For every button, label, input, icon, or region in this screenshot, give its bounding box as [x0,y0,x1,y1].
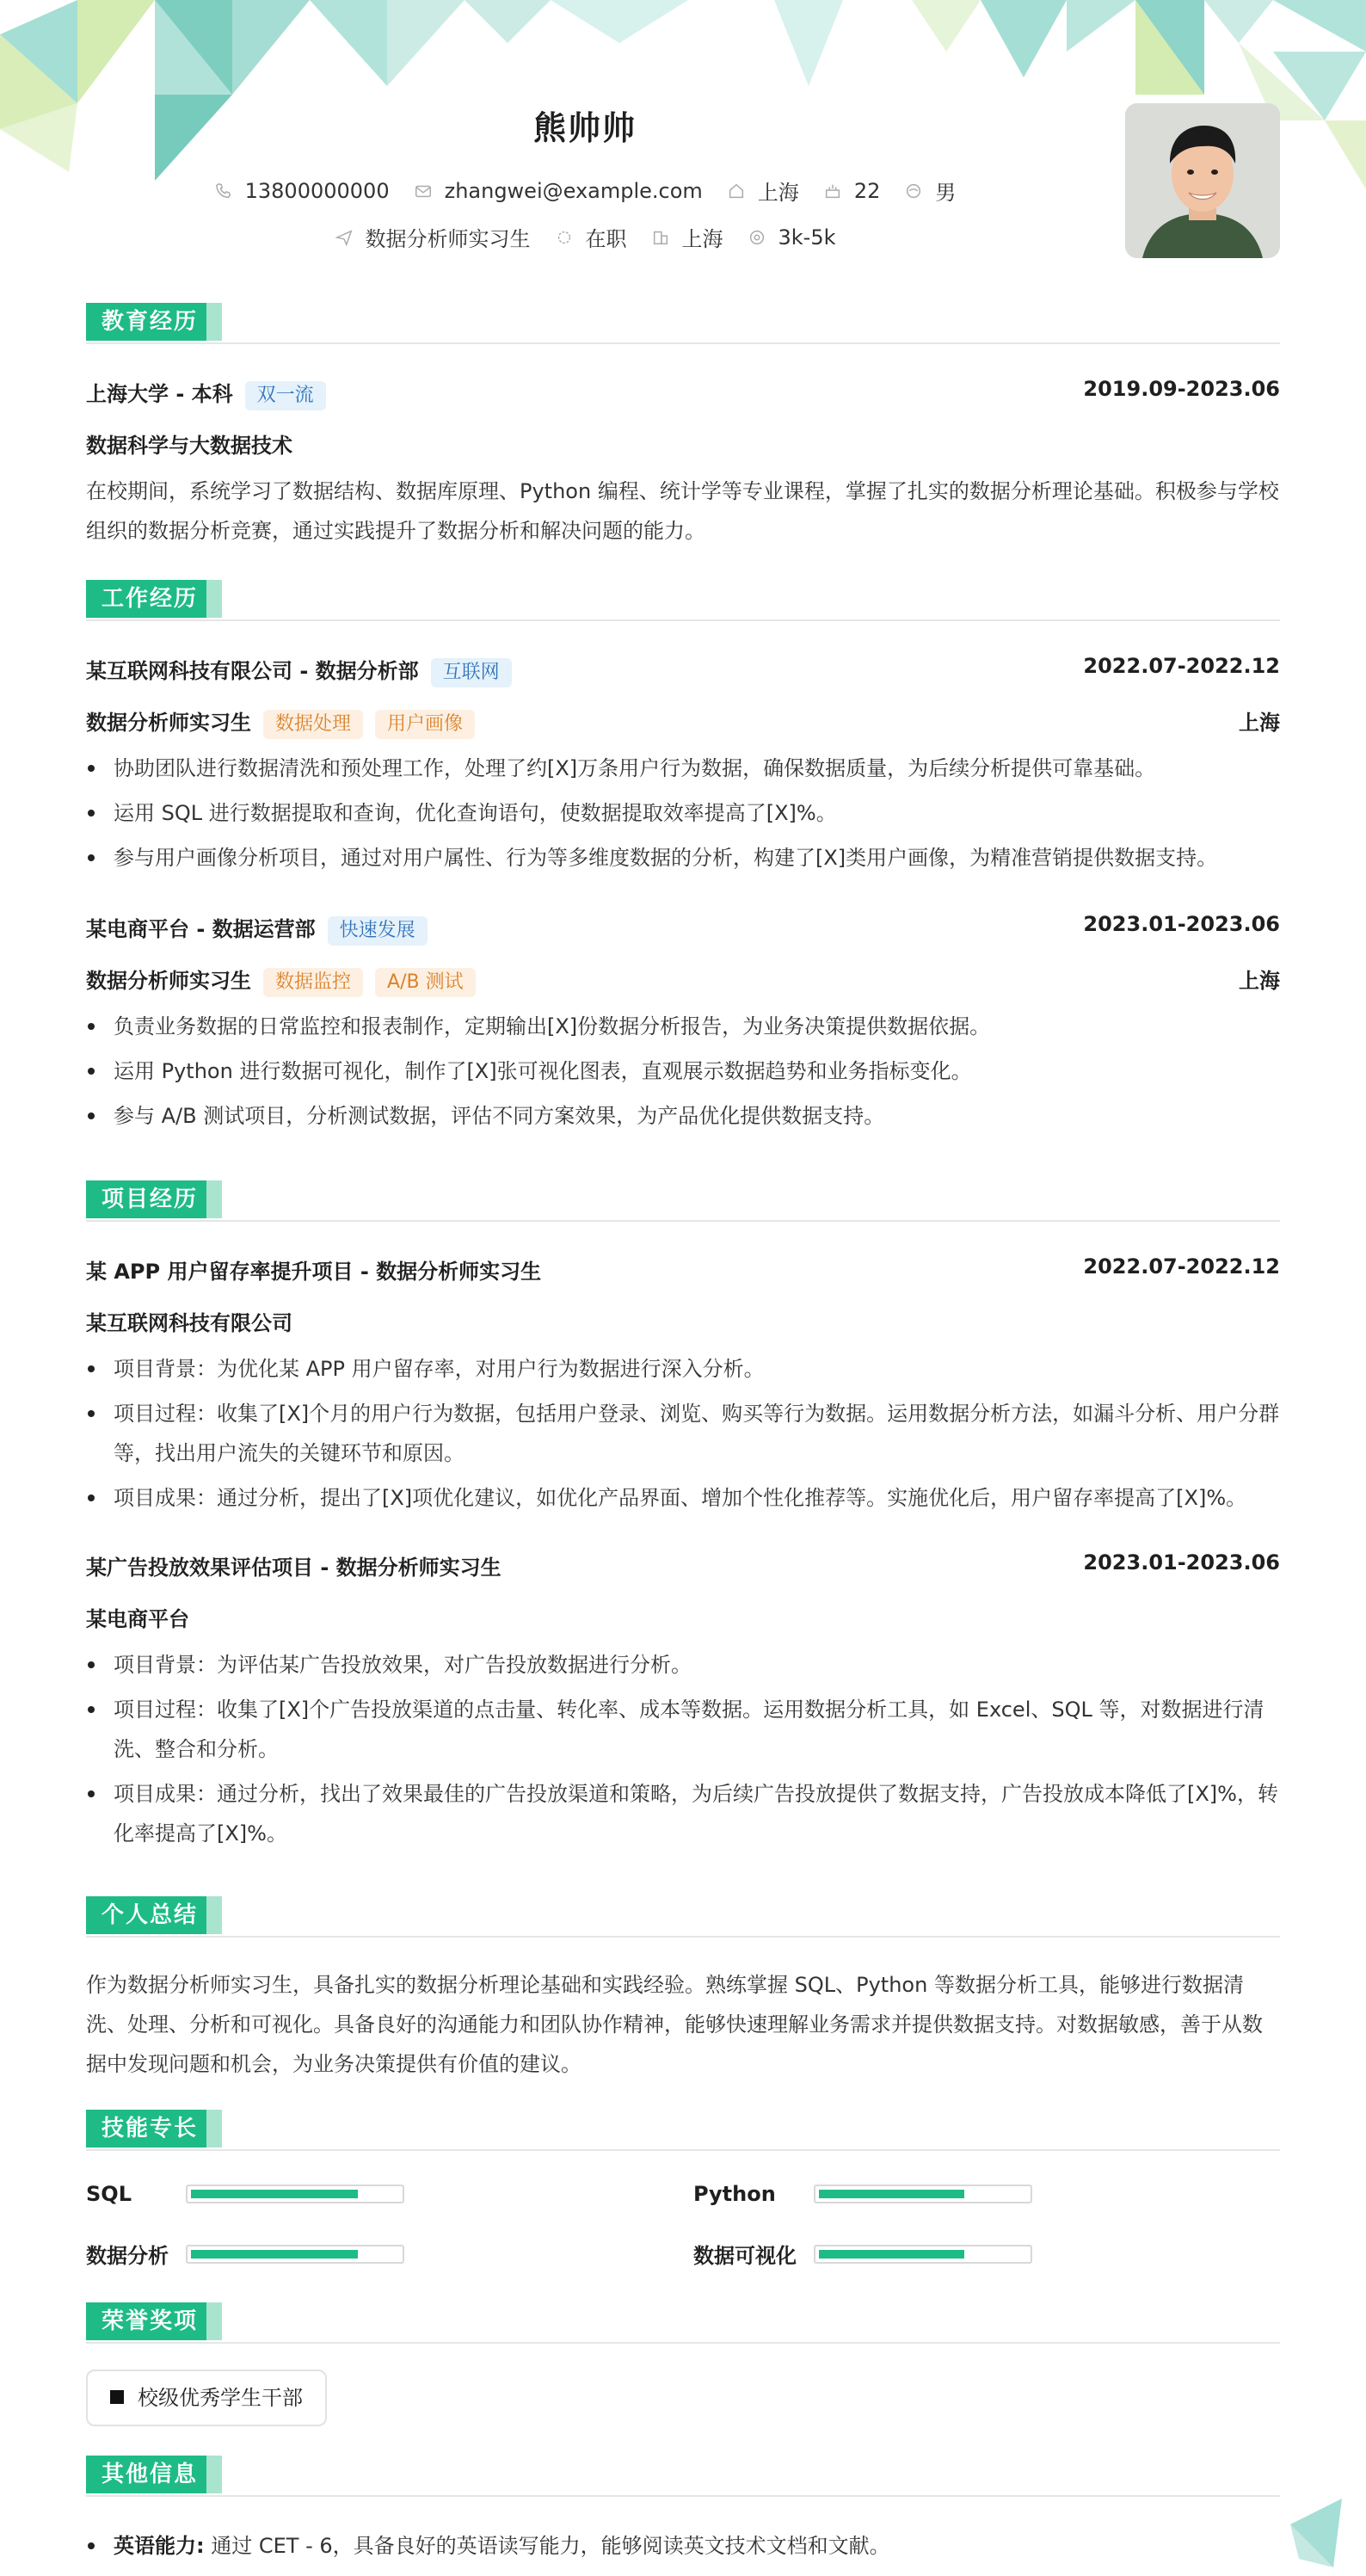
list-item: 项目背景：为优化某 APP 用户留存率，对用户行为数据进行深入分析。 [86,1349,1280,1389]
project-name: 某 APP 用户留存率提升项目 - 数据分析师实习生 [86,1260,542,1284]
list-item: 参与 A/B 测试项目，分析测试数据，评估不同方案效果，为产品优化提供数据支持。 [86,1096,1280,1136]
job-location: 上海 [1239,969,1280,993]
email-icon [414,182,433,200]
role-tag: 用户画像 [375,710,475,739]
work-section [86,580,1280,1128]
school-name: 上海大学 - 本科 [86,382,233,406]
company-tag: 快速发展 [328,916,428,946]
skill-bar-fill [819,2250,964,2259]
section-title: 其他信息 [86,2456,213,2493]
section-title-accent [206,2456,222,2493]
role-tag: 数据监控 [263,968,363,997]
projects-section [86,1180,1280,1846]
award-badge [86,2370,327,2426]
home-icon [727,182,746,200]
other-text: 通过 CET - 6，具备良好的英语读写能力，能够阅读英文技术文档和文献。 [211,2534,890,2558]
section-title-accent [206,2110,222,2148]
status-icon [555,228,574,247]
section-header [86,1896,1280,1938]
section-header [86,2456,1280,2497]
skill-item [693,2182,1032,2206]
section-title: 个人总结 [86,1896,213,1934]
job-company: 某互联网科技有限公司 - 数据分析部 [86,659,419,683]
project-period: 2023.01-2023.06 [1083,1550,1280,1575]
skill-bar [814,2245,1032,2264]
city-text: 上海 [757,181,799,205]
job-bullets [86,1007,1280,1141]
section-title-accent [206,1896,222,1934]
project-org: 某互联网科技有限公司 [86,1311,292,1335]
list-item: 参与用户画像分析项目，通过对用户属性、行为等多维度数据的分析，构建了[X]类用户画像，为精准营销提供数据支持。 [86,838,1280,878]
phone-icon [214,182,233,200]
project-name: 某广告投放效果评估项目 - 数据分析师实习生 [86,1556,501,1580]
skill-name: 数据可视化 [693,2244,797,2268]
target-position-item [335,222,531,252]
list-item: 项目背景：为评估某广告投放效果，对广告投放数据进行分析。 [86,1645,1280,1685]
section-title: 工作经历 [86,580,213,618]
phone-item [214,179,390,203]
job-role: 数据分析师实习生 [86,711,251,735]
section-header [86,2110,1280,2151]
skill-item [693,2239,1032,2269]
list-item: 负责业务数据的日常监控和报表制作，定期输出[X]份数据分析报告，为业务决策提供数据依据。 [86,1007,1280,1046]
summary-section [86,1896,1280,2076]
list-item [86,2526,1280,2566]
contact-info-row [0,176,1170,206]
skill-bar-fill [191,2190,358,2198]
person-icon [904,182,923,200]
job-role-row [86,964,1280,997]
skill-bar-fill [819,2190,964,2198]
education-section [86,303,1280,543]
section-title-accent [206,1180,222,1218]
section-title-accent [206,2302,222,2340]
role-tag: A/B 测试 [375,968,476,997]
square-bullet-icon [110,2390,124,2404]
list-item: 项目成果：通过分析，找出了效果最佳的广告投放渠道和策略，为后续广告投放提供了数据支持，广告投放成本降低了[X]%，转化率提高了[X]%。 [86,1774,1280,1853]
job-location: 上海 [1239,711,1280,735]
list-item: 项目成果：通过分析，提出了[X]项优化建议，如优化产品界面、增加个性化推荐等。实施优化后，用户留存率提高了[X]%。 [86,1478,1280,1518]
job-bullets [86,749,1280,883]
job-period: 2023.01-2023.06 [1083,912,1280,936]
gender-item [904,176,956,206]
section-title: 教育经历 [86,303,213,341]
job-company: 某电商平台 - 数据运营部 [86,917,316,941]
section-title: 项目经历 [86,1180,213,1218]
job-role: 数据分析师实习生 [86,969,251,993]
skill-name: Python [693,2182,776,2206]
cake-icon [823,182,842,200]
section-header [86,2302,1280,2344]
salary-item [748,225,836,250]
project-org: 某电商平台 [86,1607,189,1631]
city-item [727,176,799,206]
section-header [86,303,1280,344]
list-item: 运用 SQL 进行数据提取和查询，优化查询语句，使数据提取效率提高了[X]%。 [86,793,1280,833]
job-period: 2022.07-2022.12 [1083,654,1280,678]
other-label: 英语能力: [114,2534,205,2558]
job-intent-row [0,222,1170,252]
job-header-row [86,912,1280,946]
target-position-text: 数据分析师实习生 [365,227,531,251]
profile-photo [1125,103,1280,258]
education-header-row [86,377,1280,410]
age-item [823,179,881,203]
section-title-accent [206,303,222,341]
skill-bar [186,2245,404,2264]
summary-text: 作为数据分析师实习生，具备扎实的数据分析理论基础和实践经验。熟练掌握 SQL、Python 等数据分析工具，能够进行数据清洗、处理、分析和可视化。具备良好的沟通能力和团队协作精神，能够快速理解业务需求并提供数据支持。对数据敏感，善于从数据中发现问题和机会，为业务决策提供有价值的建议。 [86,1973,1263,2076]
honors-section [86,2302,1280,2410]
corner-decoration [1282,2499,1342,2567]
section-header [86,1180,1280,1222]
list-item: 运用 Python 进行数据可视化，制作了[X]张可视化图表，直观展示数据趋势和业务指标变化。 [86,1051,1280,1091]
skill-name: SQL [86,2182,132,2206]
section-title: 荣誉奖项 [86,2302,213,2340]
education-period: 2019.09-2023.06 [1083,377,1280,401]
project-period: 2022.07-2022.12 [1083,1254,1280,1279]
skills-section [86,2110,1280,2268]
project-bullets [86,1645,1280,1858]
other-section [86,2456,1280,2558]
school-tag: 双一流 [245,381,326,410]
skill-item [86,2239,404,2269]
project-bullets [86,1349,1280,1523]
company-tag: 互联网 [431,658,512,687]
building-icon [651,228,670,247]
skill-item [86,2182,404,2206]
other-bullets [86,2526,1280,2571]
email-item [414,179,703,203]
email-text: zhangwei@example.com [444,178,703,203]
candidate-name: 熊帅帅 [532,109,637,147]
status-text: 在职 [585,227,627,251]
list-item: 项目过程：收集了[X]个月的用户行为数据，包括用户登录、浏览、购买等行为数据。运用数据分析方法，如漏斗分析、用户分群等，找出用户流失的关键环节和原因。 [86,1394,1280,1473]
section-title-accent [206,580,222,618]
gender-text: 男 [935,181,957,205]
skill-bar-fill [191,2250,358,2259]
job-role-row [86,706,1280,739]
skill-bar [814,2185,1032,2203]
coin-icon [748,228,766,247]
salary-text: 3k-5k [778,225,836,250]
send-icon [335,228,354,247]
education-description: 在校期间，系统学习了数据结构、数据库原理、Python 编程、统计学等专业课程，掌握了扎实的数据分析理论基础。积极参与学校组织的数据分析竞赛，通过实践提升了数据分析和解决问题的能力。 [86,479,1279,543]
project-header-row [86,1550,1280,1581]
section-header [86,580,1280,621]
target-city-text: 上海 [681,227,723,251]
age-text: 22 [853,178,881,203]
status-item [555,222,627,252]
skill-name: 数据分析 [86,2244,169,2268]
project-header-row [86,1254,1280,1285]
list-item: 项目过程：收集了[X]个广告投放渠道的点击量、转化率、成本等数据。运用数据分析工具，如 Excel、SQL 等，对数据进行清洗、整合和分析。 [86,1690,1280,1769]
list-item: 协助团队进行数据清洗和预处理工作，处理了约[X]万条用户行为数据，确保数据质量，为后续分析提供可靠基础。 [86,749,1280,788]
role-tag: 数据处理 [263,710,363,739]
skill-bar [186,2185,404,2203]
target-city-item [651,222,723,252]
award-text: 校级优秀学生干部 [138,2386,303,2410]
phone-text: 13800000000 [244,178,390,203]
job-header-row [86,654,1280,687]
section-title: 技能专长 [86,2110,213,2148]
major-name: 数据科学与大数据技术 [86,434,292,458]
